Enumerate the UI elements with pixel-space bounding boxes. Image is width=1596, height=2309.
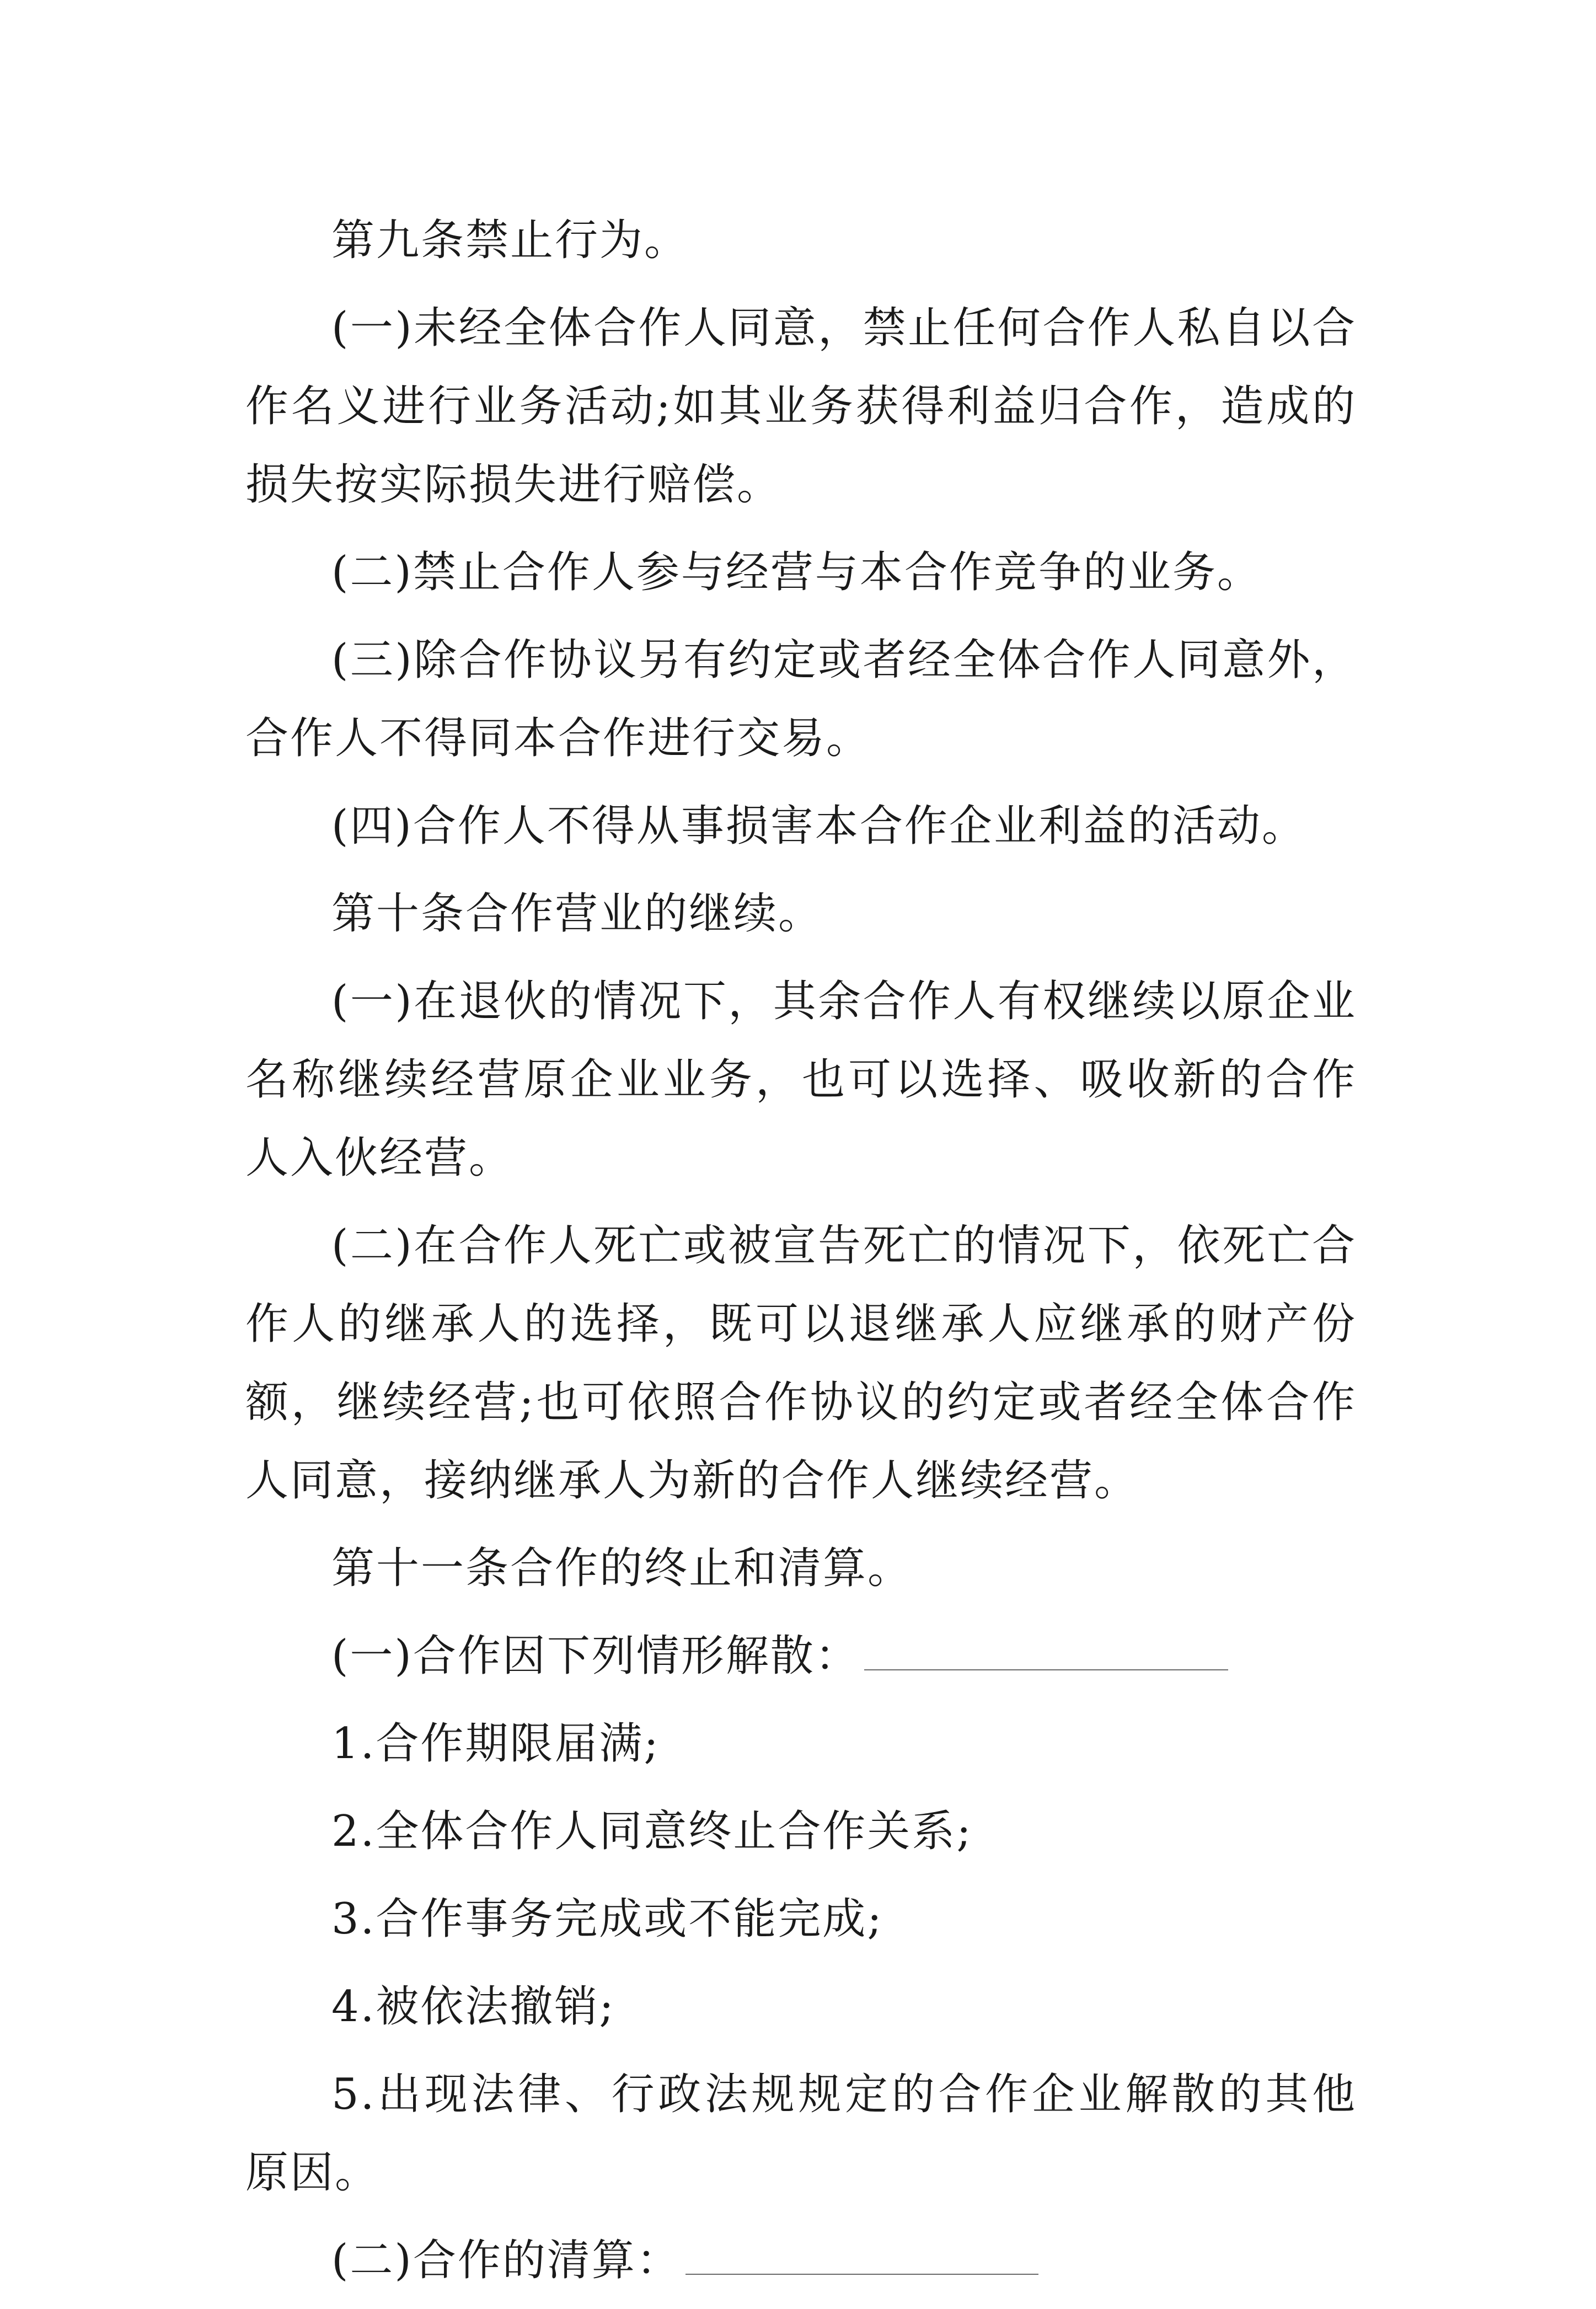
dissolution-label: (一)合作因下列情形解散： [331, 1631, 860, 1681]
article-9-heading: 第九条禁止行为。 [331, 216, 689, 265]
document-body [245, 201, 1357, 2309]
dissolution-reason: 4.被依法撤销; [331, 1982, 615, 2032]
article-9-item-4: (四)合作人不得从事损害本合作企业利益的活动。 [331, 801, 1306, 851]
dissolution-reason: 3.合作事务完成或不能完成; [331, 1894, 883, 1944]
dissolution-blank-line[interactable] [864, 1631, 1228, 1670]
liquidation-label: (二)合作的清算： [331, 2236, 681, 2285]
liquidation-blank-line[interactable] [685, 2235, 1038, 2275]
article-11-liquidation [245, 2221, 1357, 2300]
article-11-heading: 第十一条合作的终止和清算。 [331, 1544, 913, 1593]
article-10-item-2: (二)在合作人死亡或被宣告死亡的情况下，依死亡合作人的继承人的选择，既可以退继承人应继承的财产份额，继续经营;也可依照合作协议的约定或者经全体合作人同意，接纳继承人为新的合作人继续经营。 [245, 1221, 1357, 1506]
dissolution-reason: 1.合作期限届满; [331, 1719, 660, 1769]
article-9-item-3: (三)除合作协议另有约定或者经全体合作人同意外，合作人不得同本合作进行交易。 [245, 635, 1357, 763]
article-9-item-2: (二)禁止合作人参与经营与本合作竞争的业务。 [331, 548, 1262, 597]
dissolution-reason: 5.出现法律、行政法规规定的合作企业解散的其他原因。 [245, 2070, 1357, 2198]
article-9-item-1: (一)未经全体合作人同意，禁止任何合作人私自以合作名义进行业务活动;如其业务获得利益归合作，造成的损失按实际损失进行赔偿。 [245, 303, 1357, 510]
dissolution-reason: 2.全体合作人同意终止合作关系; [331, 1807, 973, 1856]
article-10-item-1: (一)在退伙的情况下，其余合作人有权继续以原企业名称继续经营原企业业务，也可以选择、吸收新的合作人入伙经营。 [245, 977, 1357, 1183]
article-11-dissolution [245, 1617, 1357, 1695]
article-10-heading: 第十条合作营业的继续。 [331, 889, 823, 939]
